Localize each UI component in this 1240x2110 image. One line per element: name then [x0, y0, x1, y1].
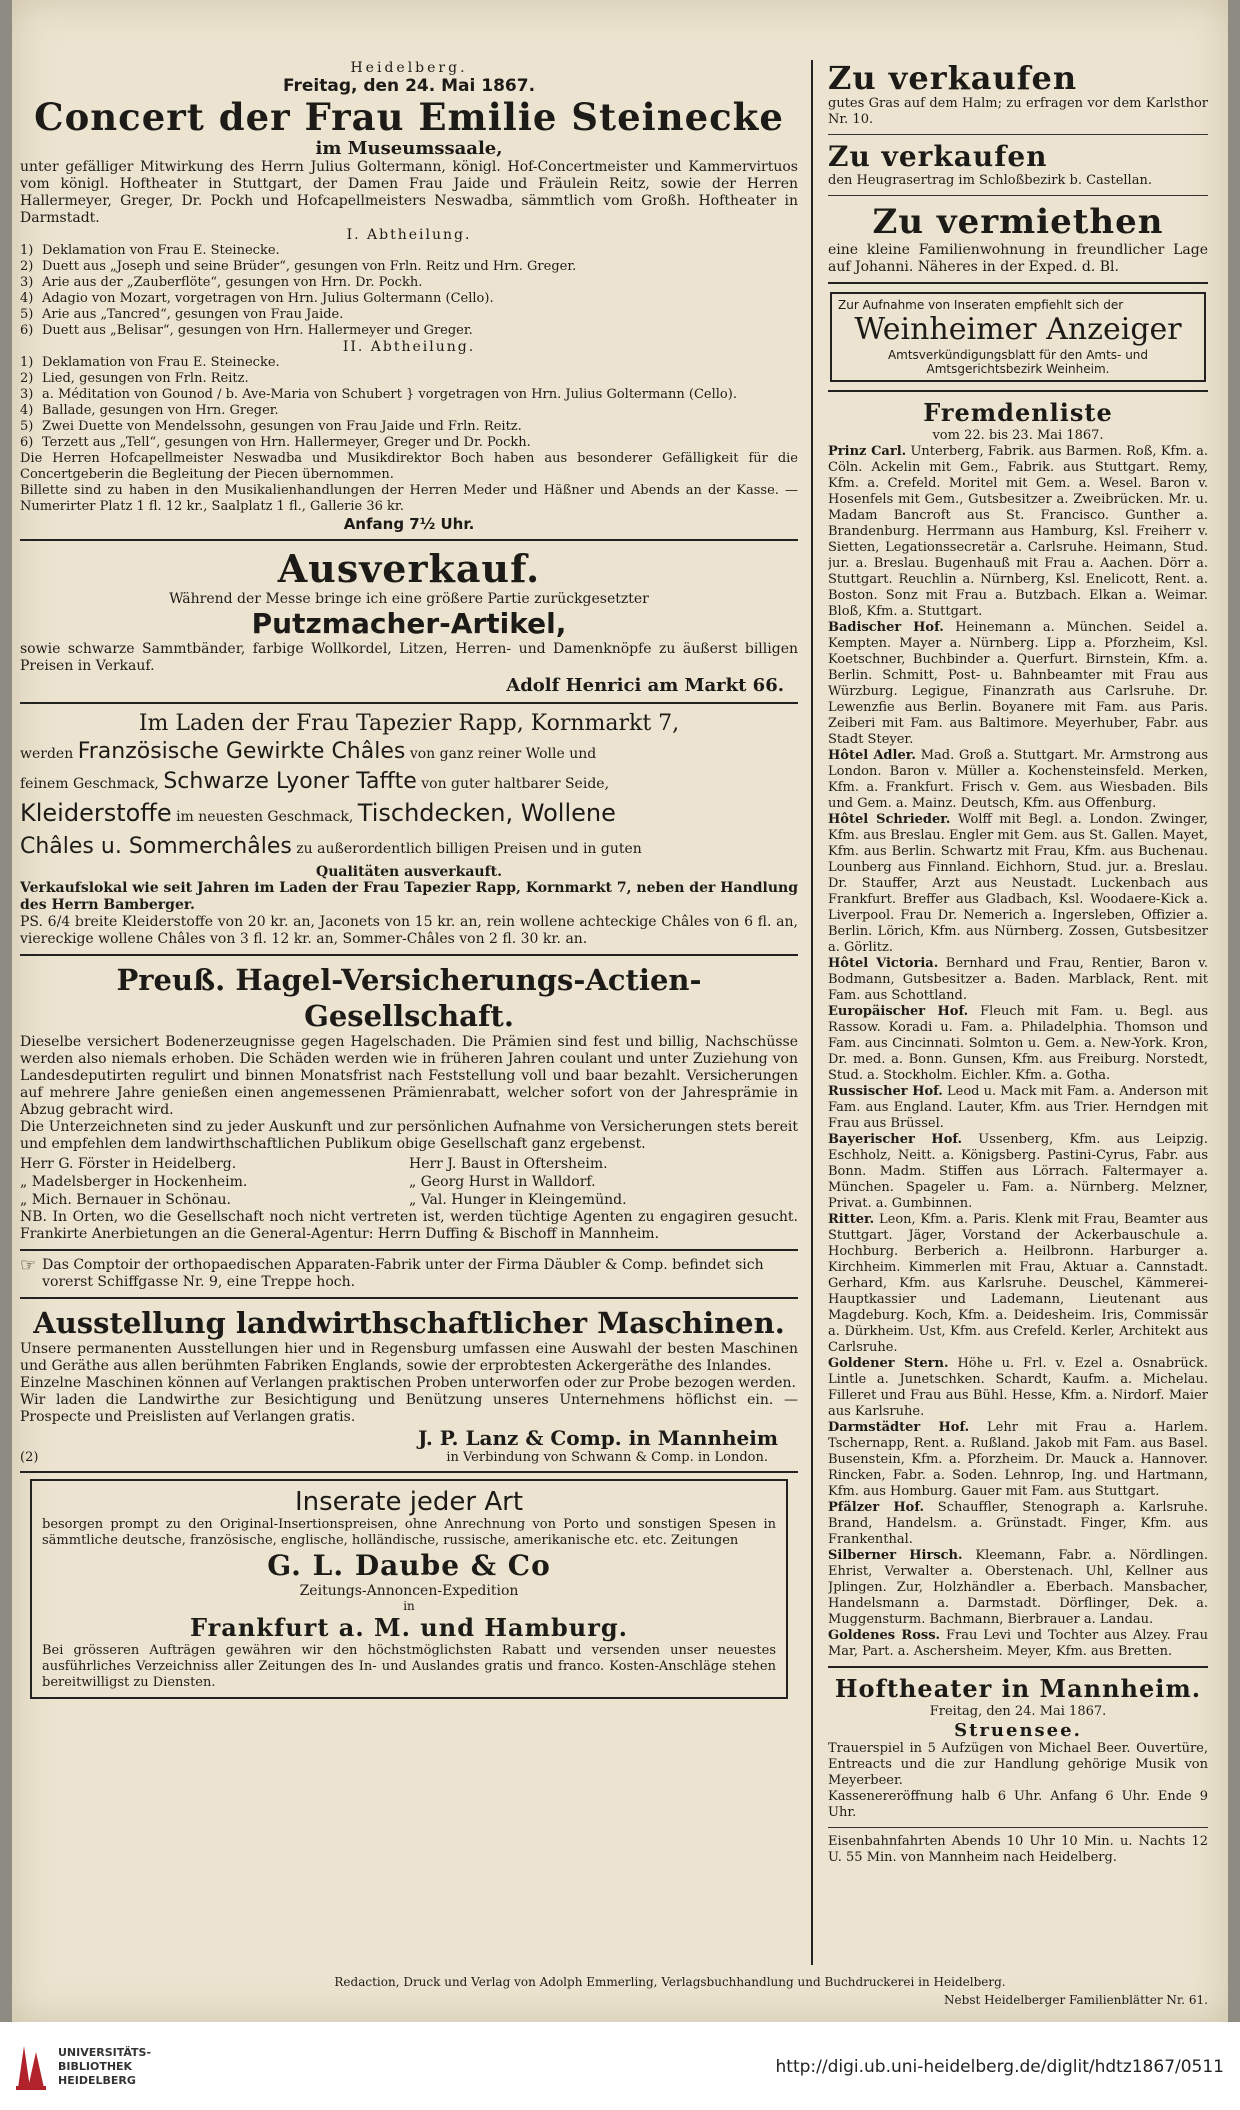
hotel-name: Prinz Carl. [828, 444, 907, 459]
divider [828, 390, 1208, 392]
weinheim-sub: Amtsverkündigungsblatt für den Amts- und Amtsgerichtsbezirk Weinheim. [887, 348, 1149, 376]
ad1-title: Zu verkaufen [828, 60, 1078, 97]
divider [828, 1666, 1208, 1668]
rapp-text: von ganz reiner Wolle und [409, 746, 597, 762]
hotel-name: Silberner Hirsch. [828, 1548, 963, 1563]
divider [828, 195, 1208, 196]
hotel-guests: Wolff mit Begl. a. London. Zwinger, Kfm. aus Breslau. Engler mit Gem. aus St. Gallen. Mayet, Kfm. aus Berlin. Schwartz mit Frau, Kfm. aus Buchenau. Lounberg aus Finnland. Eichhorn, Stud. jur. a. Breslau. Dr. Stauffer, Arzt aus Neustadt. Luckenbach aus Frankfurt. Breffer aus Gladbach, Ksl. Woodaere-Kick a. Liverpool. Frau Dr. Nemerich a. Ingersleben, Offizier a. Berlin. Lörich, Kfm. aus Nürnberg. Zossen, Gutsbesitzer a. Görlitz. [828, 812, 1208, 955]
ad3-title: Zu vermiethen [872, 202, 1164, 242]
hotel-list [828, 444, 1208, 1660]
program-item: 3) Arie aus der „Zauberflöte“, gesungen von Hrn. Dr. Pockh. [20, 275, 423, 290]
hotel-entry [828, 1084, 1208, 1132]
program-item: 1) Deklamation von Frau E. Steinecke. [20, 355, 280, 370]
hotel-entry [828, 956, 1208, 1004]
concert-date: Freitag, den 24. Mai 1867. [282, 76, 536, 96]
hotel-entry [828, 812, 1208, 956]
hotel-guests: Lehr mit Frau a. Harlem. Tschernapp, Rent. a. Rußland. Jakob mit Fam. aus Basel. Busenstein, Kfm. a. Pforzheim. Dr. Mauck a. Hannover. Rincken, Fabr. a. Soden. Lehnrop, Ing. und Hartmann, Kfm. aus Homburg. Gauer mit Fam. aus Stuttgart. [828, 1420, 1208, 1499]
rapp-product: Kleiderstoffe [20, 799, 172, 827]
sale-signature: Adolf Henrici am Markt 66. [506, 675, 784, 696]
hotel-guests: Frau Levi und Tochter aus Alzey. Frau Mar, Part. a. Aschersheim. Meyer, Kfm. aus Bretten. [828, 1628, 1208, 1659]
agent: „ Val. Hunger in Kleingemünd. [409, 1192, 627, 1208]
program-item: 3) a. Méditation von Gounod / b. Ave-Maria von Schubert } vorgetragen von Hrn. Julius Goltermann (Cello). [20, 387, 737, 402]
lanz-text3: Wir laden die Landwirthe zur Besichtigung und Benützung unseres Unternehmens höflichst ein. — Prospecte und Preislisten auf Verlangen gratis. [20, 1392, 798, 1425]
agent: Herr J. Baust in Oftersheim. [409, 1156, 608, 1172]
divider [20, 702, 798, 704]
program-item: 4) Adagio von Mozart, vorgetragen von Hrn. Julius Goltermann (Cello). [20, 291, 494, 306]
rapp-product: Schwarze Lyoner Taffte [163, 769, 417, 794]
hotel-name: Badischer Hof. [828, 620, 944, 635]
rapp-line [20, 738, 798, 768]
hotel-entry [828, 1212, 1208, 1356]
rapp-product: Tischdecken, Wollene [357, 799, 616, 827]
agent: Herr G. Förster in Heidelberg. [20, 1156, 237, 1172]
hotel-guests: Leod u. Mack mit Fam. a. Anderson mit Fam. aus England. Lauter, Kfm. aus Trier. Herndgen mit Frau aus Brüssel. [828, 1084, 1208, 1131]
hagel-title: Preuß. Hagel-Versicherungs-Actien-Gesellschaft. [116, 963, 702, 1033]
rapp-line [20, 832, 798, 864]
ad2-text: den Heugrasertrag im Schloßbezirk b. Castellan. [828, 173, 1152, 188]
hagel-nb: NB. In Orten, wo die Gesellschaft noch nicht vertreten ist, werden tüchtige Agenten zu engagiren gesucht. Frankirte Anerbietungen an die General-Agentur: Herrn Duffing & Bischoff in Mannheim. [20, 1209, 798, 1242]
daube-ad [30, 1479, 788, 1699]
divider [20, 539, 798, 541]
divider [828, 282, 1208, 284]
hotel-entry [828, 620, 1208, 748]
hotel-guests: Fleuch mit Fam. u. Begl. aus Rassow. Koradi u. Fam. a. Philadelphia. Thomson und Fam. aus Cincinnati. Solmton u. Gem. a. New-York. Kron, Dr. med. a. Bonn. Gunsen, Kfm. aus Freiburg. Norstedt, Stud. a. Stockholm. Eichler. Kfm. a. Gotha. [828, 1004, 1208, 1083]
daube-text1: besorgen prompt zu den Original-Insertionspreisen, ohne Anrechnung von Porto und sonstigen Spesen in sämmtliche deutsche, französische, englische, holländische, russische, amerikanische etc. etc. Zeitungen [42, 1517, 776, 1548]
daube-title: Inserate jeder Art [294, 1487, 524, 1517]
column-divider [811, 60, 813, 1965]
sale-ad [20, 547, 798, 696]
fremden-date: vom 22. bis 23. Mai 1867. [932, 428, 1104, 443]
hotel-name: Goldenes Ross. [828, 1628, 941, 1643]
rapp-title: Im Laden der Frau Tapezier Rapp, Kornmarkt 7, [138, 711, 680, 736]
ad3-text: eine kleine Familienwohnung in freundlicher Lage auf Johanni. Näheres in der Exped. d. Bl. [828, 242, 1208, 275]
hotel-guests: Unterberg, Fabrik. aus Barmen. Roß, Kfm. a. Cöln. Ackelin mit Gem., Fabrik. aus Stuttgart. Remy, Kfm. a. Crefeld. Moritel mit Gem. a. Wesel. Baron v. Hosenfels mit Gem., Gutsbesitzer a. Zweibrücken. Mr. u. Madam Bancroft aus St. Francisco. Gunther a. Brandenburg. Herrmann aus Hamburg, Ksl. Freiherr v. Sietten, Legationssecretär a. Carlsruhe. Heimann, Stud. jur. a. Breslau. Bugenhauß mit Frau a. Aachen. Dörr a. Stuttgart. Reuchlin a. Nürnberg, Ksl. Enelicott, Rent. a. Boston. Sonz mit Frau a. Butzbach. Elkan a. Weimar. Bloß, Kfm. a. Stuttgart. [828, 444, 1208, 619]
rapp-text: von guter haltbarer Seide, [421, 776, 610, 792]
imprint-supplement: Nebst Heidelberger Familienblätter Nr. 61. [944, 1993, 1208, 2007]
agent: „ Madelsberger in Hockenheim. [20, 1174, 248, 1190]
hotel-entry [828, 1004, 1208, 1084]
concert-town: Heidelberg. [350, 60, 468, 76]
concert-intro: unter gefälliger Mitwirkung des Herrn Julius Goltermann, königl. Hof-Concertmeister und Kammervirtuos vom königl. Hoftheater in Stuttgart, der Damen Frau Jaide und Fräulein Reitz, sowie der Herren Hallermeyer, Greger, Dr. Pockh und Hofcapellmeisters Neswadba, sämmtlich vom Großh. Hoftheater in Darmstadt. [20, 159, 798, 226]
concert-program-1 [20, 243, 798, 339]
concert-note: Die Herren Hofcapellmeister Neswadba und Musikdirektor Boch haben aus besonderer Gefälligkeit für die Concertgeberin die Begleitung der Piecen übernommen. [20, 451, 798, 482]
hotel-entry [828, 1500, 1208, 1548]
divider [20, 1471, 798, 1473]
hotel-name: Pfälzer Hof. [828, 1500, 925, 1515]
agent: „ Georg Hurst in Walldorf. [409, 1174, 596, 1190]
hotel-guests: Bernhard und Frau, Rentier, Baron v. Bodmann, Gutsbesitzer a. Baden. Marblack, Rent. mit Fam. aus Schottland. [828, 956, 1208, 1003]
hotel-name: Hôtel Victoria. [828, 956, 939, 971]
logo-line: UNIVERSITÄTS- [58, 2046, 152, 2059]
theater-times: Kassenereröffnung halb 6 Uhr. Anfang 6 Uhr. Ende 9 Uhr. [828, 1789, 1208, 1820]
divider [828, 134, 1208, 135]
hotel-entry [828, 748, 1208, 812]
university-logo-icon [14, 2038, 48, 2092]
program-item: 4) Ballade, gesungen von Hrn. Greger. [20, 403, 279, 418]
hotel-guests: Leon, Kfm. a. Paris. Klenk mit Frau, Beamter aus Stuttgart. Jäger, Vorstand der Ackerbauschule a. Hochburg. Berberich a. Heilbronn. Harburger a. Kirchheim. Kimmerlen mit Frau, Aktuar a. Cannstadt. Gerhard, Kfm. aus Karlsruhe. Deuschel, Kämmerei-Hauptkassier und Lademann, Lieutenant aus Magdeburg. Koch, Kfm. a. Deidesheim. Iris, Commissär a. Dürkheim. Ust, Kfm. aus Crefeld. Kerler, Architekt aus Carlsruhe. [828, 1212, 1208, 1355]
hotel-guests: Höhe u. Frl. v. Ezel a. Osnabrück. Lintle a. Junetschken. Schardt, Kaufm. a. Michelau. Filleret und Frau aus Bühl. Hesse, Kfm. a. Nirdorf. Maier aus Karlsruhe. [828, 1356, 1208, 1419]
divider [20, 1297, 798, 1299]
divider [828, 1827, 1208, 1828]
hotel-guests: Heinemann a. München. Seidel a. Kempten. Mayer a. Nürnberg. Lipp a. Pforzheim, Ksl. Koetschner, Buchbinder a. Querfurt. Birnstein, Kfm. a. Berlin. Schmitt, Post- u. Bahnbeamter mit Frau aus Würzburg. Legigue, Finanzrath aus Carlsruhe. Dr. Lewenzfie aus Berlin. Boyanere mit Fam. aus Paris. Zeiberi mit Fam. aus Baltimore. Meyerhuber, Fabr. aus Stadt Steyer. [828, 620, 1208, 747]
rapp-product: Französische Gewirkte Châles [77, 739, 406, 764]
hotel-guests: Schauffler, Stenograph a. Karlsruhe. Brand, Handelsm. a. Grünstadt. Finger, Kfm. aus Frankenthal. [828, 1500, 1208, 1547]
lanz-title: Ausstellung landwirthschaftlicher Maschinen. [33, 1306, 785, 1340]
sale-text1: Während der Messe bringe ich eine größere Partie zurückgesetzter [169, 591, 649, 607]
hotel-entry [828, 1132, 1208, 1212]
theater-date: Freitag, den 24. Mai 1867. [929, 1704, 1107, 1719]
lanz-signature: J. P. Lanz & Comp. in Mannheim [417, 1426, 778, 1450]
fremden-title: Fremdenliste [923, 398, 1113, 427]
left-column [20, 60, 798, 1960]
daube-in: in [403, 1599, 415, 1613]
program-item: 2) Duett aus „Joseph und seine Brüder“, gesungen von Frln. Reitz und Hrn. Greger. [20, 259, 577, 274]
concert-program-2 [20, 355, 798, 451]
theater-ad [828, 1674, 1208, 1866]
lanz-text1: Unsere permanenten Ausstellungen hier und in Regensburg umfassen eine Auswahl der besten Maschinen und Geräthe aus allen berühmten Fabriken Englands, sowie der erprobtesten Ackergeräthe des Inlandes. [20, 1341, 798, 1374]
rapp-text: werden [20, 746, 74, 762]
weinheim-title: Weinheimer Anzeiger [854, 312, 1182, 347]
sale-text2: sowie schwarze Sammtbänder, farbige Wollkordel, Litzen, Herren- und Damenknöpfe zu äußerst billigen Preisen in Verkauf. [20, 641, 798, 674]
hotel-entry [828, 1420, 1208, 1500]
hotel-entry [828, 1356, 1208, 1420]
hotel-name: Goldener Stern. [828, 1356, 949, 1371]
concert-title: Concert der Frau Emilie Steinecke [34, 95, 784, 139]
hagel-ad [20, 962, 798, 1243]
weinheim-top: Zur Aufnahme von Inseraten empfiehlt sich der [838, 298, 1124, 312]
concert-part1: I. Abtheilung. [346, 227, 472, 243]
logo-line: BIBLIOTHEK [58, 2060, 133, 2073]
hotel-name: Ritter. [828, 1212, 875, 1227]
hotel-guests: Ussenberg, Kfm. aus Leipzig. Eschholz, Neitt. a. Königsberg. Pastini-Cyrus, Fabr. aus Bonn. Madm. Stiffen aus Lörrach. Faltermayer a. München. Spageler u. Fam. a. Nürnberg. Melzner, Privat. a. Gumbinnen. [828, 1132, 1208, 1211]
concert-start: Anfang 7½ Uhr. [343, 515, 475, 533]
hotel-name: Hôtel Schrieder. [828, 812, 951, 827]
agent: „ Mich. Bernauer in Schönau. [20, 1192, 231, 1208]
program-item: 2) Lied, gesungen von Frln. Reitz. [20, 371, 249, 386]
weinheim-ad [830, 292, 1206, 382]
source-url-link[interactable]: http://digi.ub.uni-heidelberg.de/diglit/hdtz1867/0511 [775, 2057, 1224, 2077]
lanz-footer [20, 1450, 798, 1465]
program-item: 1) Deklamation von Frau E. Steinecke. [20, 243, 280, 258]
agent-list [20, 1155, 798, 1209]
hotel-entry [828, 1548, 1208, 1628]
divider [20, 1249, 798, 1251]
hotel-entry [828, 1628, 1208, 1660]
lanz-ad [20, 1305, 798, 1465]
daube-firm: G. L. Daube & Co [267, 1549, 551, 1582]
rapp-product: Châles u. Sommerchâles [20, 834, 292, 859]
hotel-guests: Kleemann, Fabr. a. Nördlingen. Ehrist, Verwalter a. Oberstenach. Uhl, Kellner aus Jplingen. Zur, Holzhändler a. Eberbach. Mansbacher, Handelsmann a. Darmstadt. Dörflinger, Dek. a. Muggensturm. Bachmann, Bierbrauer a. Landau. [828, 1548, 1208, 1627]
imprint: Redaction, Druck und Verlag von Adolph Emmerling, Verlagsbuchhandlung und Buchdruckerei in Heidelberg. [334, 1975, 1006, 1989]
program-item: 6) Terzett aus „Tell“, gesungen von Hrn. Hallermeyer, Greger und Dr. Pockh. [20, 435, 531, 450]
hagel-text1: Dieselbe versichert Bodenerzeugnisse gegen Hagelschaden. Die Prämien sind fest und billig, Nachschüsse werden also niemals erhoben. Die Schäden werden wie in früheren Jahren coulant und unter Zuziehung von Landesdeputirten regulirt und binnen Monatsfrist nach Feststellung voll und baar bezahlt. Versicherungen auf mehrere Jahre genießen einen angemessenen Prämienrabatt, welcher sofort von der Jahresprämie in Abzug gebracht wird. [20, 1034, 798, 1118]
ad-number: (2) [20, 1450, 39, 1465]
rapp-line5: Qualitäten ausverkauft. [316, 864, 502, 880]
hagel-text2: Die Unterzeichneten sind zu jeder Auskunft und zur persönlichen Aufnahme von Versicherungen stets bereit und empfehlen dem landwirthschaftlichen Publikum obige Gesellschaft ganz ergebenst. [20, 1119, 798, 1152]
university-logo-text [58, 2046, 151, 2088]
pointing-hand-icon: ☞ [20, 1255, 37, 1276]
ad2-title: Zu verkaufen [828, 140, 1048, 173]
daeubler-ad [20, 1257, 798, 1291]
sale-ad-gras [828, 60, 1208, 96]
right-column [828, 60, 1208, 1960]
logo-line: HEIDELBERG [58, 2074, 136, 2087]
rail-times: Eisenbahnfahrten Abends 10 Uhr 10 Min. u. Nachts 12 U. 55 Min. von Mannheim nach Heidelberg. [828, 1834, 1208, 1865]
ad1-text: gutes Gras auf dem Halm; zu erfragen vor dem Karlsthor Nr. 10. [828, 96, 1208, 127]
rapp-line [20, 798, 798, 832]
concert-venue: im Museumssaale, [315, 138, 503, 159]
daube-city: Frankfurt a. M. und Hamburg. [190, 1613, 628, 1642]
rapp-text: zu außerordentlich billigen Preisen und in guten [296, 841, 642, 857]
fremdenliste [828, 398, 1208, 1660]
lanz-text2: Einzelne Maschinen können auf Verlangen praktischen Proben unterworfen oder zur Probe bezogen werden. [20, 1375, 796, 1391]
hotel-name: Darmstädter Hof. [828, 1420, 970, 1435]
lanz-sub: in Verbindung von Schwann & Comp. in London. [446, 1450, 768, 1465]
divider [20, 954, 798, 956]
hotel-name: Hôtel Adler. [828, 748, 916, 763]
rapp-ad [20, 710, 798, 948]
theater-text: Trauerspiel in 5 Aufzügen von Michael Beer. Ouvertüre, Entreacts und die zur Handlung gehörige Musik von Meyerbeer. [828, 1741, 1208, 1788]
sale-product: Putzmacher-Artikel, [251, 607, 567, 640]
hotel-name: Russischer Hof. [828, 1084, 943, 1099]
daube-sub: Zeitungs-Annoncen-Expedition [299, 1583, 519, 1599]
theater-title: Hoftheater in Mannheim. [834, 1674, 1202, 1703]
theater-play: Struensee. [954, 1720, 1082, 1741]
program-item: 5) Zwei Duette von Mendelssohn, gesungen von Frau Jaide und Frln. Reitz. [20, 419, 522, 434]
rapp-ps: PS. 6/4 breite Kleiderstoffe von 20 kr. an, Jaconets von 15 kr. an, rein wollene achteckige Châles von 6 fl. an, viereckige wollene Châles von 3 fl. 12 kr. an, Sommer-Châles von 2 fl. 30 kr. an. [20, 914, 798, 947]
concert-ad [20, 60, 798, 533]
rapp-line6: Verkaufslokal wie seit Jahren im Laden der Frau Tapezier Rapp, Kornmarkt 7, neben der Handlung des Herrn Bamberger. [20, 880, 798, 913]
rapp-text: feinem Geschmack, [20, 776, 159, 792]
sale-title: Ausverkauf. [277, 546, 541, 591]
program-item: 6) Duett aus „Belisar“, gesungen von Hrn. Hallermeyer und Greger. [20, 323, 473, 338]
concert-part2: II. Abtheilung. [342, 339, 476, 355]
program-item: 5) Arie aus „Tancred“, gesungen von Frau Jaide. [20, 307, 344, 322]
hotel-name: Bayerischer Hof. [828, 1132, 963, 1147]
daube-text2: Bei grösseren Aufträgen gewähren wir den höchstmöglichsten Rabatt und versenden unser neuestes ausführliches Verzeichniss aller Zeitungen des In- und Auslandes gratis und franco. Kosten-Anschläge stehen bereitwilligst zu Diensten. [42, 1643, 776, 1690]
concert-tickets: Billette sind zu haben in den Musikalienhandlungen der Herren Meder und Häßner und Abends an der Kasse. — Numerirter Platz 1 fl. 12 kr., Saalplatz 1 fl., Gallerie 36 kr. [20, 483, 798, 514]
hotel-entry [828, 444, 1208, 620]
daeubler-text: Das Comptoir der orthopaedischen Apparaten-Fabrik unter der Firma Däubler & Comp. befindet sich vorerst Schiffgasse Nr. 9, eine Treppe hoch. [42, 1257, 764, 1290]
rapp-text: im neuesten Geschmack, [176, 809, 354, 825]
hotel-guests: Mad. Groß a. Stuttgart. Mr. Armstrong aus London. Baron v. Müller a. Kochensteinsfeld. Merken, Kfm. a. Frankfurt. Frisch v. Gem. aus Wiesbaden. Bils und Gem. a. Mainz. Deutsch, Kfm. aus Offenburg. [828, 748, 1208, 811]
hotel-name: Europäischer Hof. [828, 1004, 969, 1019]
rapp-line [20, 768, 798, 798]
